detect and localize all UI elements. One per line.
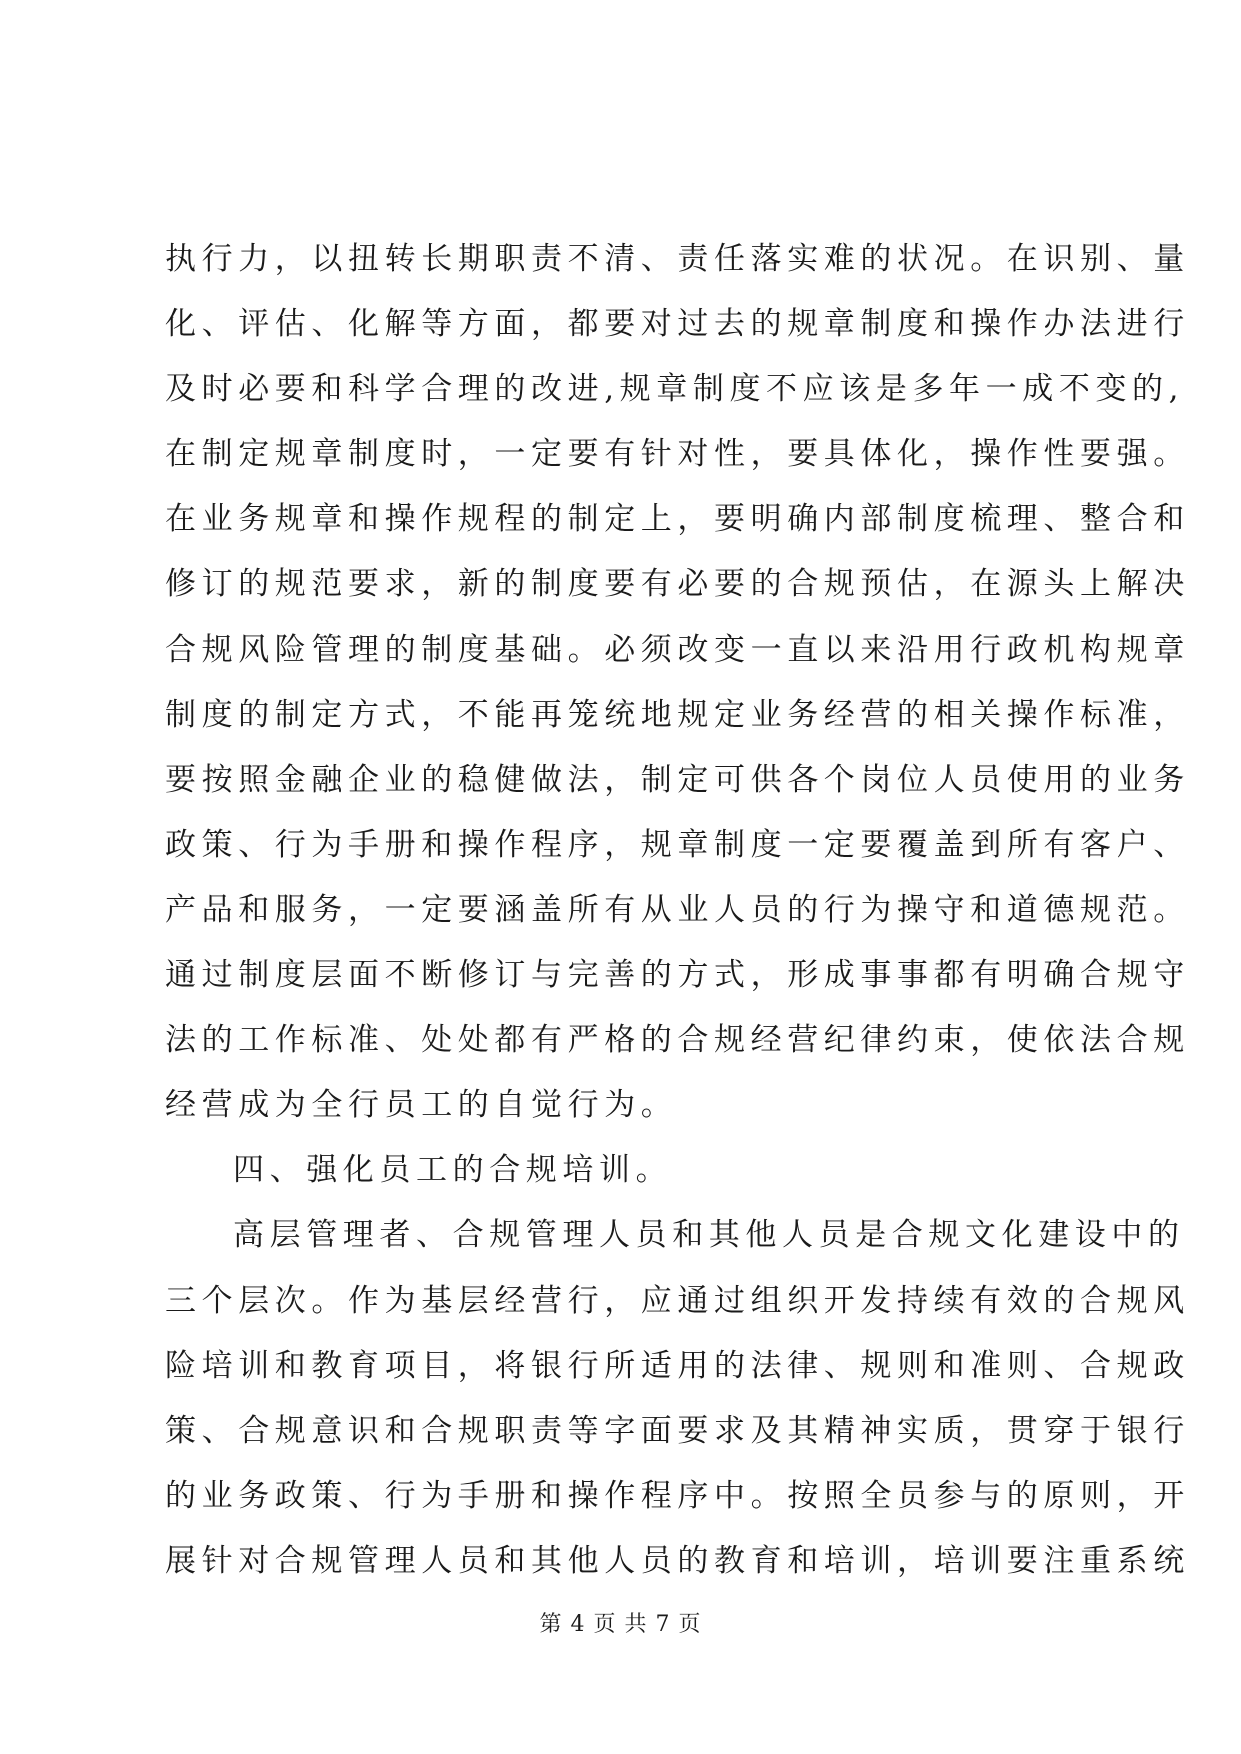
text-line: 的业务政策、行为手册和操作程序中。按照全员参与的原则，开 [165,1477,1190,1514]
text-line: 修订的规范要求，新的制度要有必要的合规预估，在源头上解决 [165,566,1190,603]
text-line: 展针对合规管理人员和其他人员的教育和培训，培训要注重系统 [165,1542,1190,1579]
text-line: 三个层次。作为基层经营行，应通过组织开发持续有效的合规风 [165,1282,1190,1319]
text-line: 通过制度层面不断修订与完善的方式，形成事事都有明确合规守 [165,957,1190,994]
text-line: 高层管理者、合规管理人员和其他人员是合规文化建设中的 [233,1217,1185,1254]
section-heading: 四、强化员工的合规培训。 [233,1152,673,1189]
text-line: 政策、行为手册和操作程序，规章制度一定要覆盖到所有客户、 [165,826,1190,863]
text-line: 经营成为全行员工的自觉行为。 [165,1087,678,1124]
text-line: 及时必要和科学合理的改进,规章制度不应该是多年一成不变的, [165,371,1185,408]
text-line: 法的工作标准、处处都有严格的合规经营纪律约束，使依法合规 [165,1022,1190,1059]
text-line: 化、评估、化解等方面，都要对过去的规章制度和操作办法进行 [165,306,1190,343]
text-line: 产品和服务，一定要涵盖所有从业人员的行为操守和道德规范。 [165,891,1190,928]
text-line: 险培训和教育项目，将银行所适用的法律、规则和准则、合规政 [165,1347,1190,1384]
text-line: 执行力，以扭转长期职责不清、责任落实难的状况。在识别、量 [165,241,1190,277]
text-line: 要按照金融企业的稳健做法，制定可供各个岗位人员使用的业务 [165,761,1190,798]
text-line: 在业务规章和操作规程的制定上，要明确内部制度梳理、整合和 [165,501,1190,538]
body-text [165,227,1190,1594]
text-line: 合规风险管理的制度基础。必须改变一直以来沿用行政机构规章 [165,631,1190,668]
text-line: 在制定规章制度时，一定要有针对性，要具体化，操作性要强。 [165,436,1190,473]
text-line: 制度的制定方式，不能再笼统地规定业务经营的相关操作标准， [165,696,1190,733]
text-line: 策、合规意识和合规职责等字面要求及其精神实质，贯穿于银行 [165,1412,1190,1449]
page-number-footer: 第 4 页 共 7 页 [539,1612,702,1637]
